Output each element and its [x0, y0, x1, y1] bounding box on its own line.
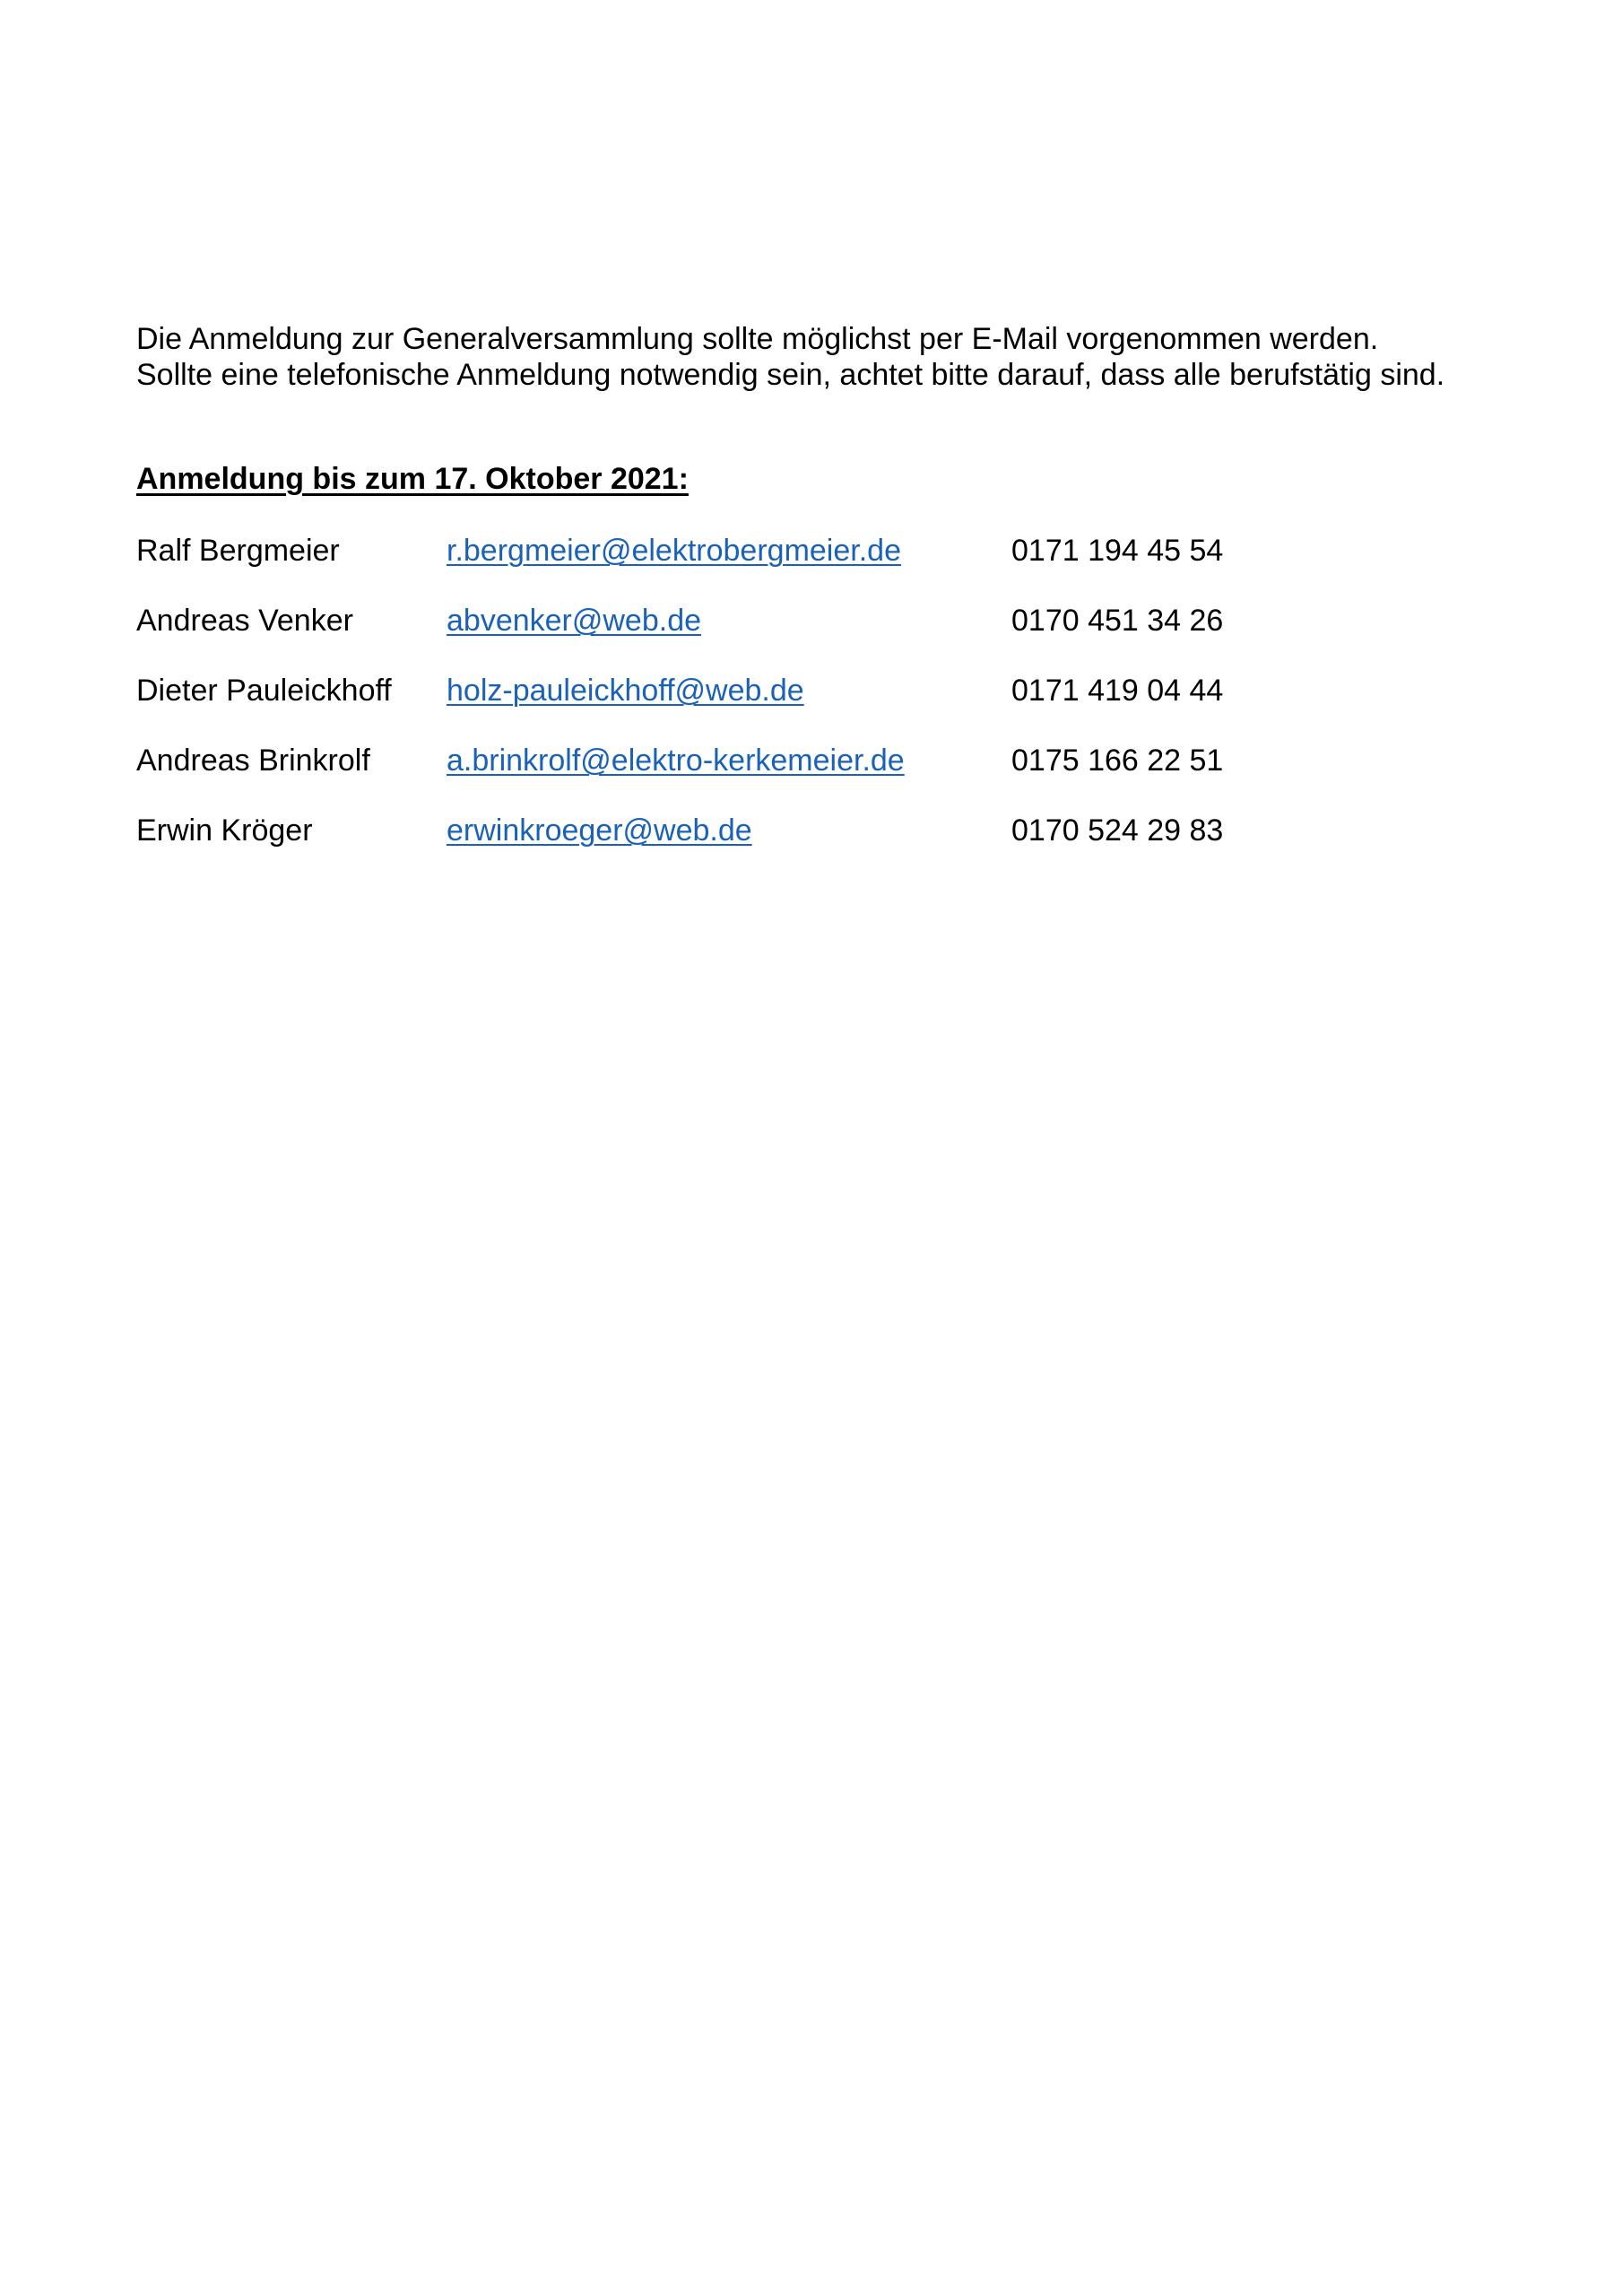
- contact-row: [136, 813, 1481, 883]
- contact-phone: 0170 524 29 83: [1011, 813, 1224, 848]
- contact-email-link[interactable]: holz-pauleickhoff@web.de: [447, 674, 804, 708]
- contact-email-link[interactable]: erwinkroeger@web.de: [447, 813, 752, 848]
- registration-deadline-heading: Anmeldung bis zum 17. Oktober 2021:: [136, 462, 689, 496]
- contact-name: Andreas Venker: [136, 604, 353, 638]
- contact-name: Ralf Bergmeier: [136, 534, 340, 568]
- contact-email-link[interactable]: abvenker@web.de: [447, 604, 702, 638]
- contact-row: [136, 743, 1481, 813]
- intro-line: Sollte eine telefonische Anmeldung notwendig sein, achtet bitte darauf, dass alle berufstätig sind.: [136, 358, 1445, 392]
- intro-line: Die Anmeldung zur Generalversammlung sollte möglichst per E-Mail vorgenommen werden.: [136, 322, 1379, 356]
- intro-paragraph: [136, 321, 1535, 393]
- contact-list: [136, 533, 1481, 883]
- contact-row: [136, 673, 1481, 743]
- contact-phone: 0171 419 04 44: [1011, 674, 1224, 708]
- contact-row: [136, 533, 1481, 603]
- contact-email-link[interactable]: r.bergmeier@elektrobergmeier.de: [447, 534, 901, 568]
- contact-name: Dieter Pauleickhoff: [136, 674, 392, 708]
- contact-name: Andreas Brinkrolf: [136, 744, 370, 778]
- contact-email-link[interactable]: a.brinkrolf@elektro-kerkemeier.de: [447, 744, 905, 778]
- contact-phone: 0170 451 34 26: [1011, 604, 1224, 638]
- contact-phone: 0171 194 45 54: [1011, 534, 1224, 568]
- contact-row: [136, 603, 1481, 673]
- contact-name: Erwin Kröger: [136, 813, 313, 848]
- contact-phone: 0175 166 22 51: [1011, 744, 1224, 778]
